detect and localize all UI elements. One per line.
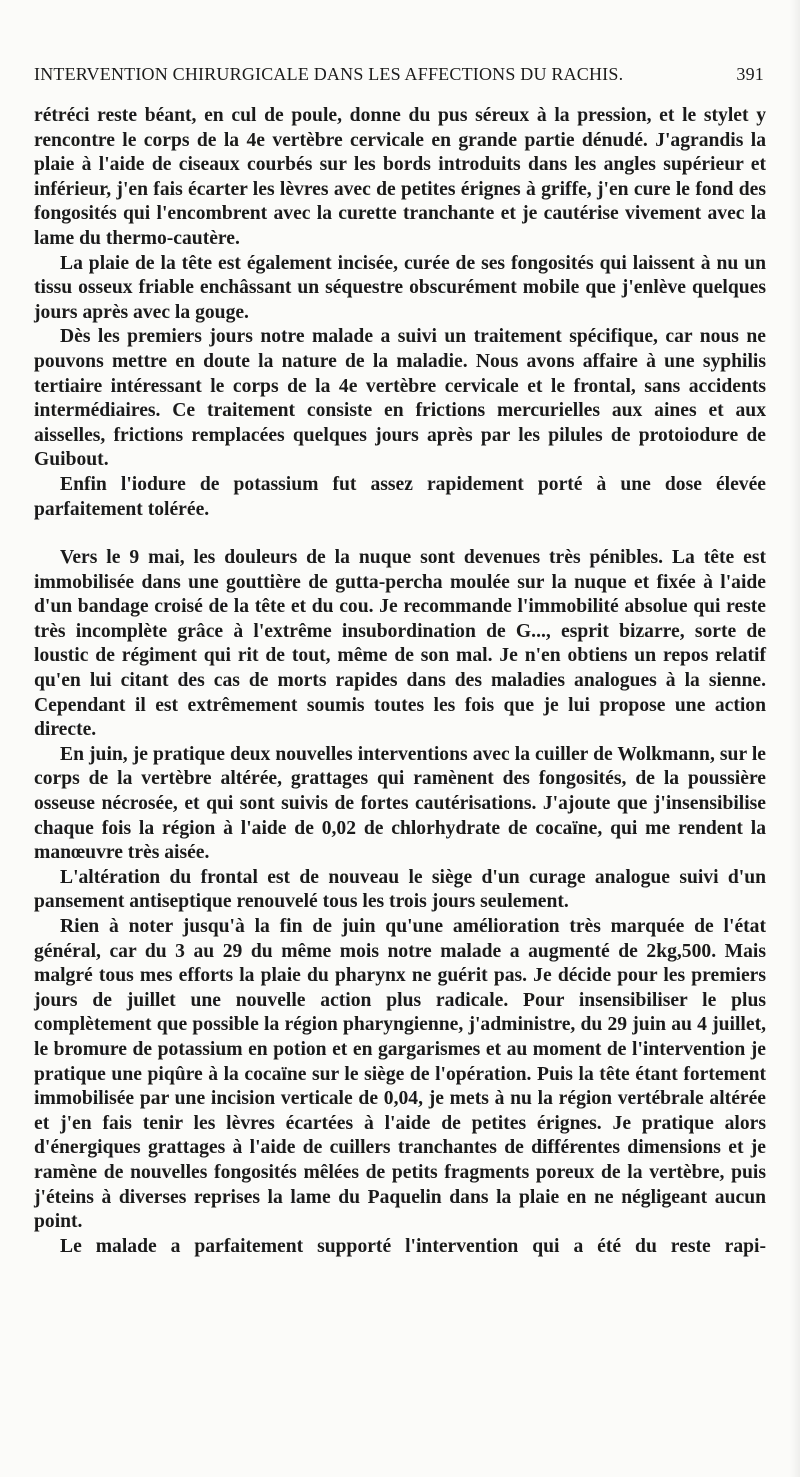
page-number: 391	[736, 64, 764, 84]
body-text	[34, 104, 766, 1259]
paragraph: L'altération du frontal est de nouveau le siège d'un curage analogue suivi d'un pansement antiseptique renouvelé tous les trois jours seulement.	[34, 866, 766, 913]
running-head	[34, 64, 766, 104]
page-edge-shadow	[790, 0, 800, 1477]
running-title: INTERVENTION CHIRURGICALE DANS LES AFFECTIONS DU RACHIS.	[34, 64, 624, 84]
paragraph: Vers le 9 mai, les douleurs de la nuque sont devenues très pénibles. La tête est immobilisée dans une gouttière de gutta-percha moulée sur la nuque et fixée à l'aide d'un bandage croisé de la tête et du cou. Je recommande l'immobilité absolue qui reste très incomplète grâce à l'extrême insubordination de G..., esprit bizarre, sorte de loustic de régiment qui rit de tout, même de son mal. Je n'en obtiens un repos relatif qu'en lui citant des cas de morts rapides dans des maladies analogues à la sienne. Cependant il est extrêmement soumis toutes les fois que je lui propose une action directe.	[34, 547, 766, 741]
paragraph-continuation: rétréci reste béant, en cul de poule, donne du pus séreux à la pression, et le stylet y rencontre le corps de la 4e vertèbre cervicale en grande partie dénudé. J'agrandis la plaie à l'aide de ciseaux courbés sur les bords introduits dans les angles supérieur et inférieur, j'en fais écarter les lèvres avec de petites érignes à griffe, j'en cure le fond des fongosités qui l'encombrent avec la curette tranchante et je cautérise vivement avec la lame du thermo-cautère.	[34, 105, 766, 249]
paragraph: Dès les premiers jours notre malade a suivi un traitement spécifique, car nous ne pouvons mettre en doute la nature de la maladie. Nous avons affaire à une syphilis tertiaire intéressant le corps de la 4e vertèbre cervicale et le frontal, sans accidents intermédiaires. Ce traitement consiste en frictions mercurielles aux aines et aux aisselles, frictions remplacées quelques jours après par les pilules de protoiodure de Guibout.	[34, 326, 766, 471]
paragraph: En juin, je pratique deux nouvelles interventions avec la cuiller de Wolkmann, sur le corps de la vertèbre altérée, grattages qui ramènent des fongosités, de la poussière osseuse nécrosée, et qui sont suivis de fortes cautérisations. J'ajoute que j'insensibilise chaque fois la région à l'aide de 0,02 de chlorhydrate de cocaïne, qui me rendent la manœuvre très aisée.	[34, 743, 766, 864]
paragraph-last-line: Le malade a parfaitement supporté l'intervention qui a été du reste rapi-	[60, 1235, 766, 1257]
paragraph: Rien à noter jusqu'à la fin de juin qu'une amélioration très marquée de l'état général, car du 3 au 29 du même mois notre malade a augmenté de 2kg,500. Mais malgré tous mes efforts la plaie du pharynx ne guérit pas. Je décide pour les premiers jours de juillet une nouvelle action plus radicale. Pour insensibiliser le plus complètement que possible la région pharyngienne, j'administre, du 29 juin au 4 juillet, le bromure de potassium en potion et en gargarismes et au moment de l'intervention je pratique une piqûre à la cocaïne sur le siège de l'opération. Puis la tête étant fortement immobilisée par une incision verticale de 0,04, je mets à nu la région vertébrale altérée et j'en fais tenir les lèvres écartées à l'aide de petites érignes. Je pratique alors d'énergiques grattages à l'aide de cuillers tranchantes de différentes dimensions et je ramène de nouvelles fongosités mêlées de petits fragments poreux de la vertèbre, puis j'éteins à diverses reprises la lame du Paquelin dans la plaie en ne négligeant aucun point.	[34, 916, 766, 1233]
paragraph: La plaie de la tête est également incisée, curée de ses fongosités qui laissent à nu un tissu osseux friable enchâssant un séquestre obscurément mobile que j'enlève quelques jours après avec la gouge.	[34, 252, 766, 323]
paragraph: Enfin l'iodure de potassium fut assez rapidement porté à une dose élevée parfaitement tolérée.	[34, 473, 766, 520]
document-page	[34, 64, 766, 1259]
